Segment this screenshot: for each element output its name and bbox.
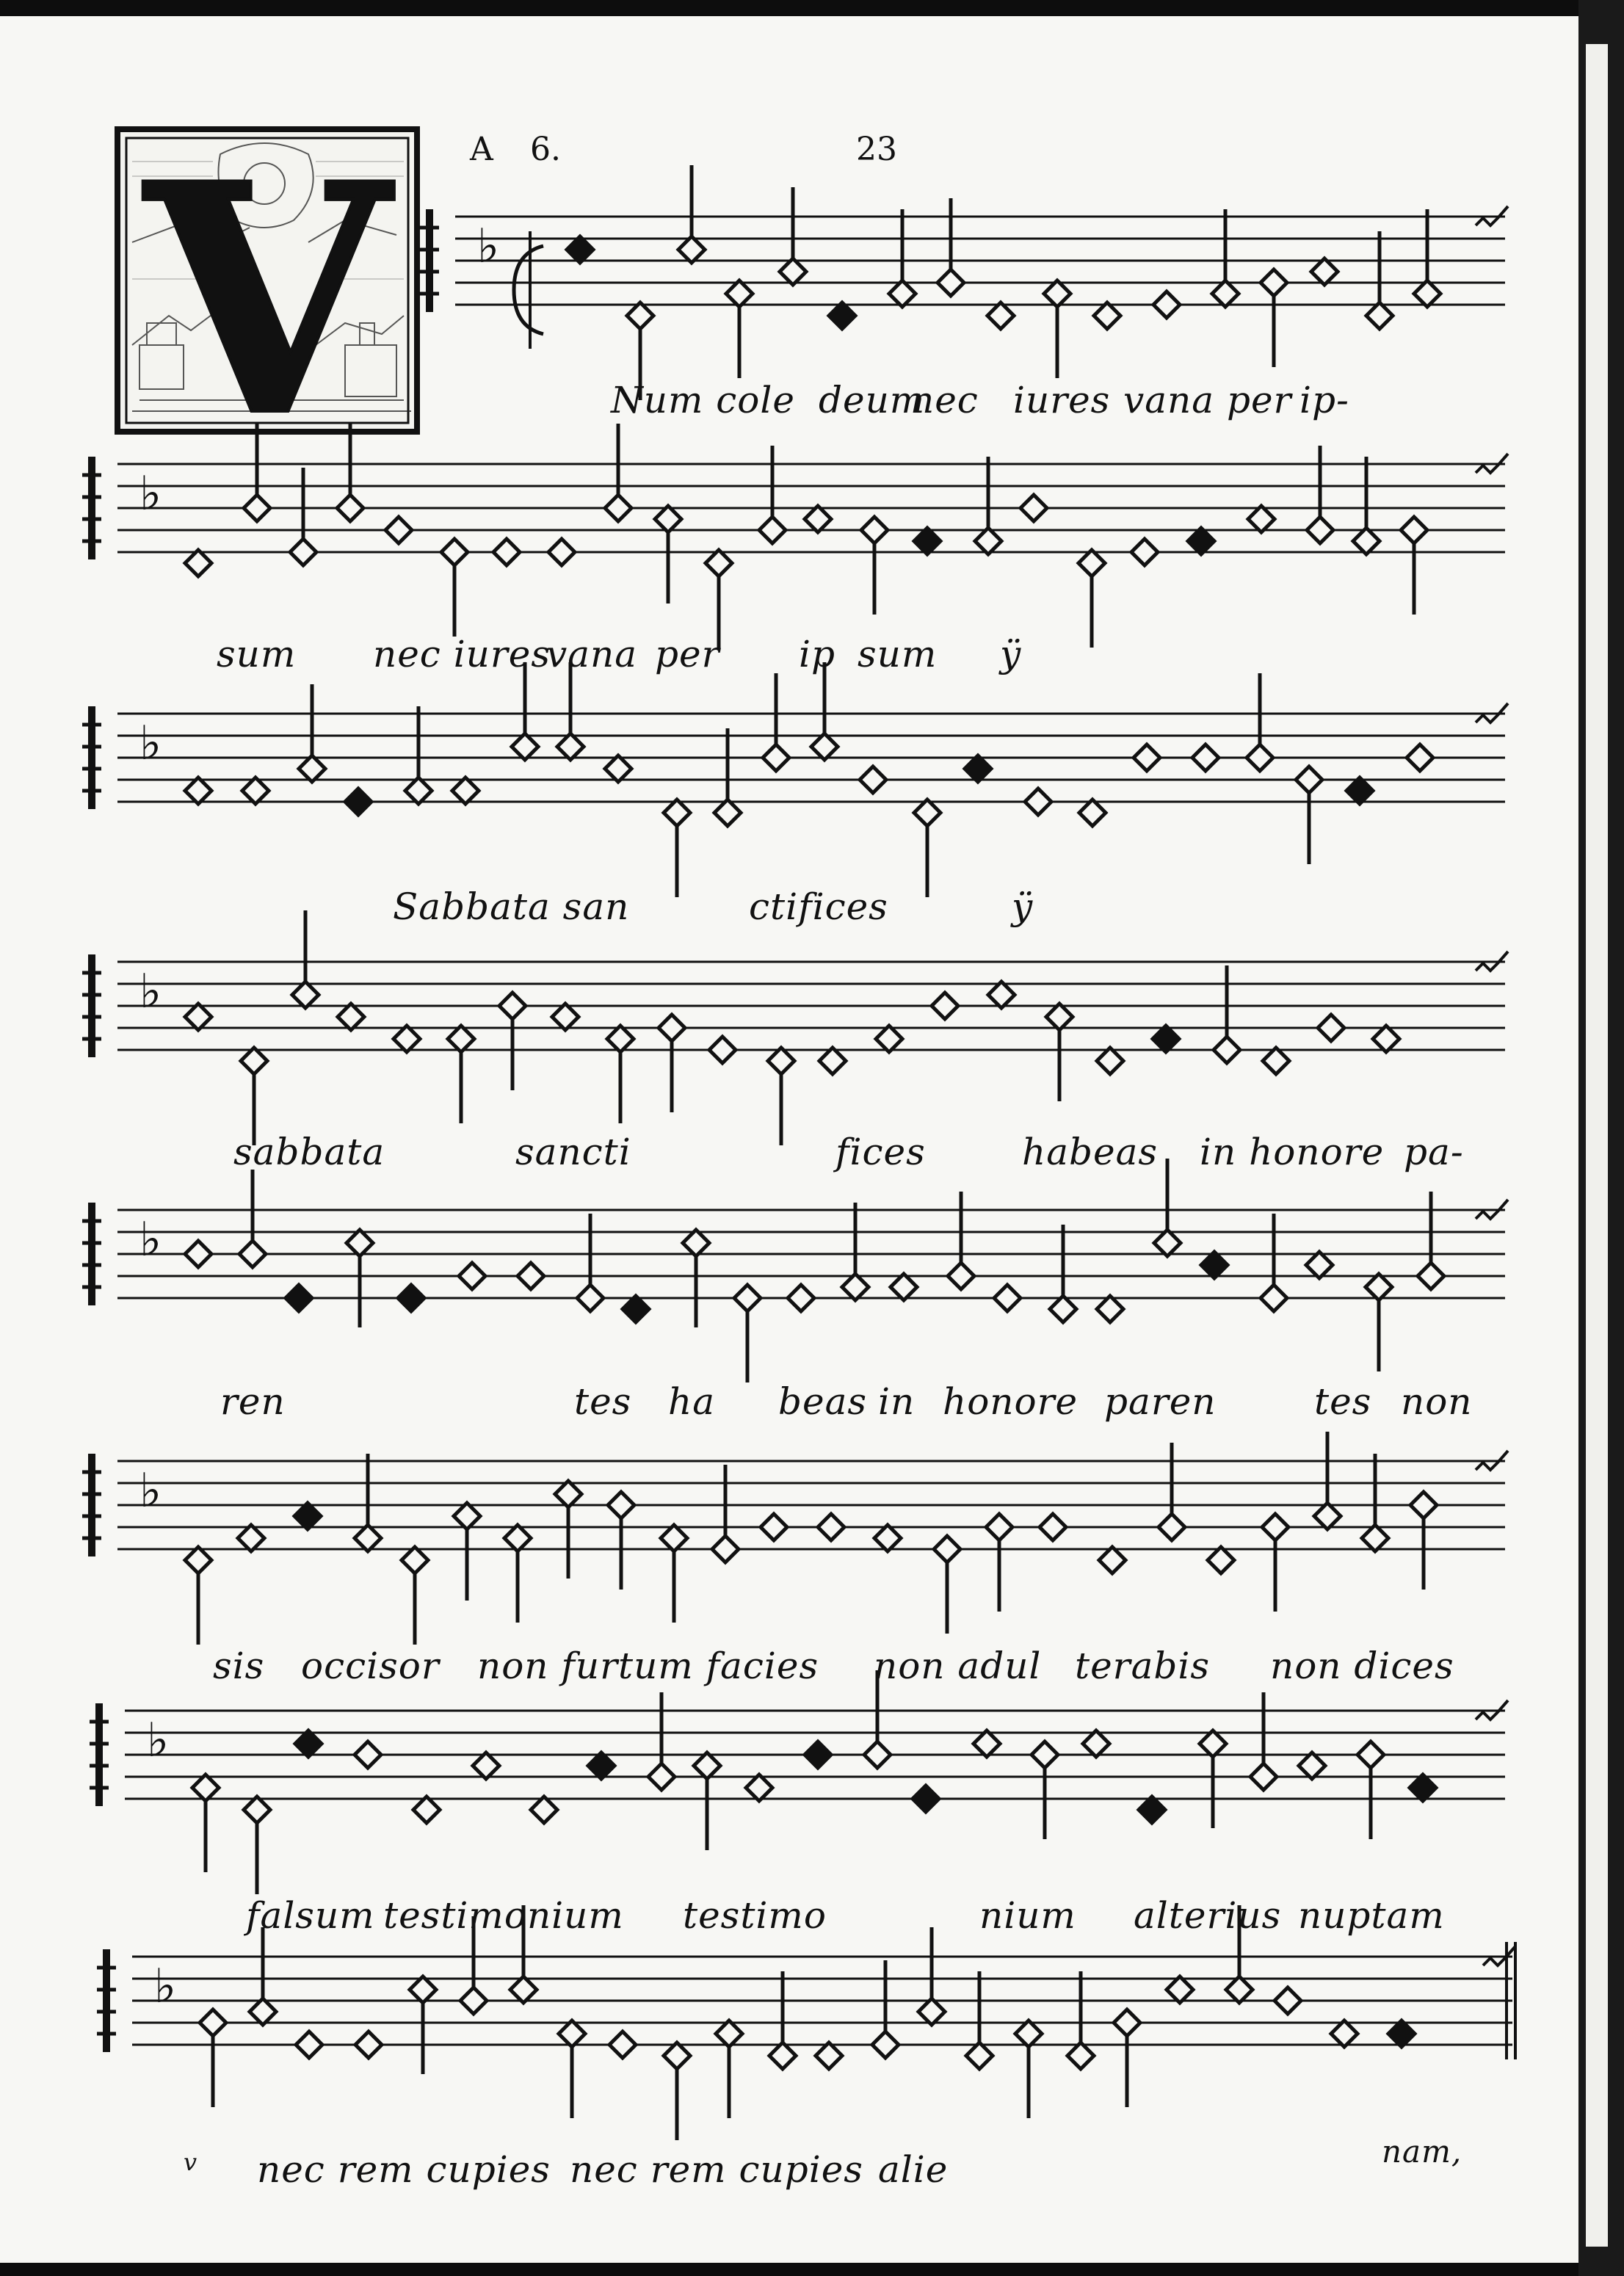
system-bracket — [88, 1203, 95, 1305]
lyric-syllable: occisor — [301, 1645, 440, 1687]
voice-label: A — [470, 131, 493, 168]
lyric-syllable: ip- — [1299, 379, 1349, 421]
lyric-syllable: nec — [910, 379, 979, 421]
flat-sign: ♭ — [139, 467, 162, 521]
system-bracket — [88, 954, 95, 1057]
system-bracket — [426, 209, 433, 312]
system-bracket — [88, 1454, 95, 1556]
lyric-syllable: non furtum facies — [477, 1645, 819, 1687]
lyric-syllable: ÿ — [1000, 633, 1022, 675]
flat-sign: ♭ — [139, 717, 162, 771]
flat-sign: ♭ — [477, 220, 500, 274]
lyric-syllable: tes — [1314, 1380, 1372, 1423]
flat-sign: ♭ — [139, 1213, 162, 1267]
lyric-syllable: habeas — [1022, 1131, 1159, 1173]
lyric-syllable: vana per — [1123, 379, 1292, 421]
flat-sign: ♭ — [139, 1464, 162, 1518]
initial-letter: V — [145, 115, 390, 486]
lyric-syllable: nec rem cupies — [570, 2148, 863, 2191]
lyric-syllable: testimonium — [383, 1894, 624, 1937]
lyric-syllable: honore — [943, 1380, 1079, 1423]
lyric-syllable: non adul — [874, 1645, 1042, 1687]
lyric-syllable: fices — [835, 1131, 926, 1173]
lyric-syllable: Num cole — [611, 379, 795, 421]
lyric-syllable: non — [1401, 1380, 1473, 1423]
page-number: 23 — [856, 131, 897, 168]
lyric-syllable: sabbata — [233, 1131, 385, 1173]
lyric-syllable: Sabbata san — [393, 885, 630, 928]
lyric-syllable: deum — [819, 379, 926, 421]
lyric-syllable: nec iures — [373, 633, 551, 675]
system-bracket — [88, 706, 95, 809]
system-bracket — [88, 457, 95, 559]
lyric-syllable: ÿ — [1012, 885, 1034, 928]
lyric-syllable: nam, — [1382, 2134, 1462, 2170]
lyric-syllable: sancti — [515, 1131, 631, 1173]
lyric-syllable: iures — [1013, 379, 1111, 421]
lyric-syllable: alie — [878, 2148, 949, 2191]
lyric-syllable: paren — [1104, 1380, 1217, 1423]
lyric-syllable: tes — [574, 1380, 632, 1423]
lyric-syllable: testimo — [683, 1894, 827, 1937]
system-bracket — [103, 1949, 110, 2052]
lyric-syllable: alterius — [1134, 1894, 1282, 1937]
lyric-syllable: sum — [858, 633, 938, 675]
lyric-syllable: non dices — [1270, 1645, 1454, 1687]
lyric-syllable: ip — [799, 633, 835, 675]
lyric-syllable: falsum — [246, 1894, 375, 1937]
lyric-syllable: ren — [220, 1380, 286, 1423]
lyric-syllable: vana — [546, 633, 638, 675]
lyric-syllable: pa- — [1404, 1131, 1464, 1173]
mode-number: 6. — [530, 131, 561, 168]
lyric-syllable: ha — [668, 1380, 716, 1423]
lyric-syllable: sum — [217, 633, 297, 675]
flat-sign: ♭ — [139, 965, 162, 1019]
system-bracket — [95, 1703, 103, 1806]
flat-sign: ♭ — [147, 1714, 170, 1768]
lyric-syllable: per — [655, 633, 720, 675]
lyric-syllable: beas — [778, 1380, 868, 1423]
lyric-syllable: v — [184, 2148, 198, 2176]
lyric-syllable: ctifices — [749, 885, 888, 928]
historiated-initial — [117, 115, 417, 486]
lyric-syllable: in honore — [1200, 1131, 1385, 1173]
next-page-edge — [1586, 44, 1608, 2247]
lyric-syllable: in — [878, 1380, 916, 1423]
lyric-syllable: terabis — [1075, 1645, 1211, 1687]
lyric-syllable: sis — [213, 1645, 265, 1687]
lyric-syllable: nuptam — [1298, 1894, 1445, 1937]
lyric-syllable: nium — [979, 1894, 1076, 1937]
flat-sign: ♭ — [154, 1960, 177, 2014]
lyric-syllable: nec rem cupies — [257, 2148, 551, 2191]
